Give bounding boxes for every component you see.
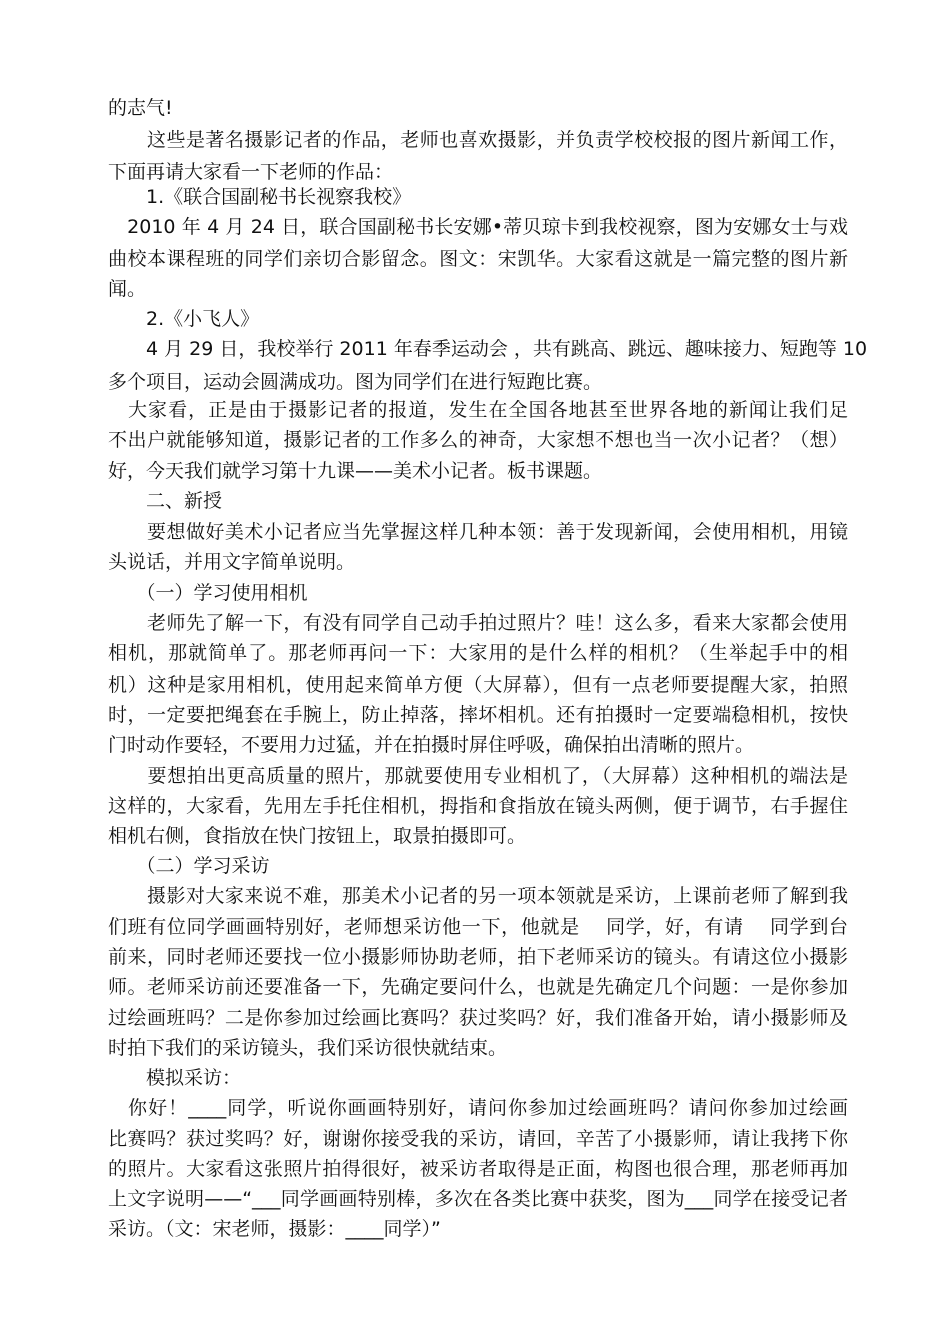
text-line: 的照片。大家看这张照片拍得很好，被采访者取得是正面，构图也很合理，那老师再加 — [108, 1158, 848, 1180]
text-line: 闻。 — [108, 278, 147, 300]
text-line: 相机，那就简单了。那老师再问一下：大家用的是什么样的相机？（生举起手中的相 — [108, 642, 848, 664]
text-line: 要想做好美术小记者应当先掌握这样几种本领：善于发现新闻，会使用相机，用镜 — [108, 521, 848, 543]
text-line: 时，一定要把绳套在手腕上，防止掉落，摔坏相机。还有拍摄时一定要端稳相机，按快 — [108, 704, 848, 726]
text-line: （二）学习采访 — [108, 855, 270, 877]
text-line: 要想拍出更高质量的照片，那就要使用专业相机了，（大屏幕）这种相机的端法是 — [108, 765, 848, 787]
text-line: 前来，同时老师还要找一位小摄影师协助老师，拍下老师采访的镜头。有请这位小摄影 — [108, 946, 848, 968]
text-line: 门时动作要轻，不要用力过猛，并在拍摄时屏住呼吸，确保拍出清晰的照片。 — [108, 734, 755, 756]
text-line: 这些是著名摄影记者的作品，老师也喜欢摄影，并负责学校校报的图片新闻工作， — [108, 129, 848, 151]
text-line: 1.《联合国副秘书长视察我校》 — [108, 186, 412, 208]
text-line: 曲校本课程班的同学们亲切合影留念。图文：宋凯华。大家看这就是一篇完整的图片新 — [108, 248, 848, 270]
text-line: 4 月 29 日，我校举行 2011 年春季运动会 ，共有跳高、跳远、趣味接力、短跑等 10 — [108, 338, 868, 360]
text-line: 好，今天我们就学习第十九课——美术小记者。板书课题。 — [108, 460, 603, 482]
text-line: 们班有位同学画画特别好，老师想采访他一下，他就是 同学，好，有请 同学到台 — [108, 916, 848, 938]
text-line: 二、新授 — [108, 490, 223, 512]
text-line: 头说话，并用文字简单说明。 — [108, 551, 356, 573]
text-line: 上文字说明——“___同学画画特别棒，多次在各类比赛中获奖，图为___同学在接受记者 — [108, 1188, 848, 1210]
text-line: 这样的，大家看，先用左手托住相机，拇指和食指放在镜头两侧，便于调节，右手握住 — [108, 795, 848, 817]
text-line: 大家看，正是由于摄影记者的报道，发生在全国各地甚至世界各地的新闻让我们足 — [108, 399, 848, 421]
text-line: 2.《小飞人》 — [108, 308, 260, 330]
text-line: 你好！____同学，听说你画画特别好，请问你参加过绘画班吗？请问你参加过绘画 — [108, 1097, 848, 1119]
text-line: 采访。（文：宋老师，摄影：____同学）” — [108, 1218, 441, 1240]
text-line: 模拟采访： — [108, 1067, 242, 1089]
text-line: 下面再请大家看一下老师的作品： — [108, 161, 394, 183]
text-line: 多个项目，运动会圆满成功。图为同学们在进行短跑比赛。 — [108, 371, 603, 393]
text-line: 2010 年 4 月 24 日，联合国副秘书长安娜•蒂贝琼卡到我校视察，图为安娜女士与戏 — [108, 216, 848, 238]
text-line: 的志气! — [108, 97, 173, 119]
text-line: 比赛吗？获过奖吗？好，谢谢你接受我的采访，请回，辛苦了小摄影师，请让我拷下你 — [108, 1128, 848, 1150]
text-line: 相机右侧，食指放在快门按钮上，取景拍摄即可。 — [108, 825, 527, 847]
text-line: 师。老师采访前还要准备一下，先确定要问什么，也就是先确定几个问题：一是你参加 — [108, 976, 848, 998]
text-line: 不出户就能够知道，摄影记者的工作多么的神奇，大家想不想也当一次小记者？（想） — [108, 429, 848, 451]
text-line: 老师先了解一下，有没有同学自己动手拍过照片？哇！这么多，看来大家都会使用 — [108, 612, 848, 634]
text-line: 摄影对大家来说不难，那美术小记者的另一项本领就是采访，上课前老师了解到我 — [108, 885, 848, 907]
text-line: 机）这种是家用相机，使用起来简单方便（大屏幕），但有一点老师要提醒大家，拍照 — [108, 674, 848, 696]
text-line: 过绘画班吗？二是你参加过绘画比赛吗？获过奖吗？好，我们准备开始，请小摄影师及 — [108, 1007, 848, 1029]
text-line: （一）学习使用相机 — [108, 582, 308, 604]
text-line: 时拍下我们的采访镜头，我们采访很快就结束。 — [108, 1037, 508, 1059]
